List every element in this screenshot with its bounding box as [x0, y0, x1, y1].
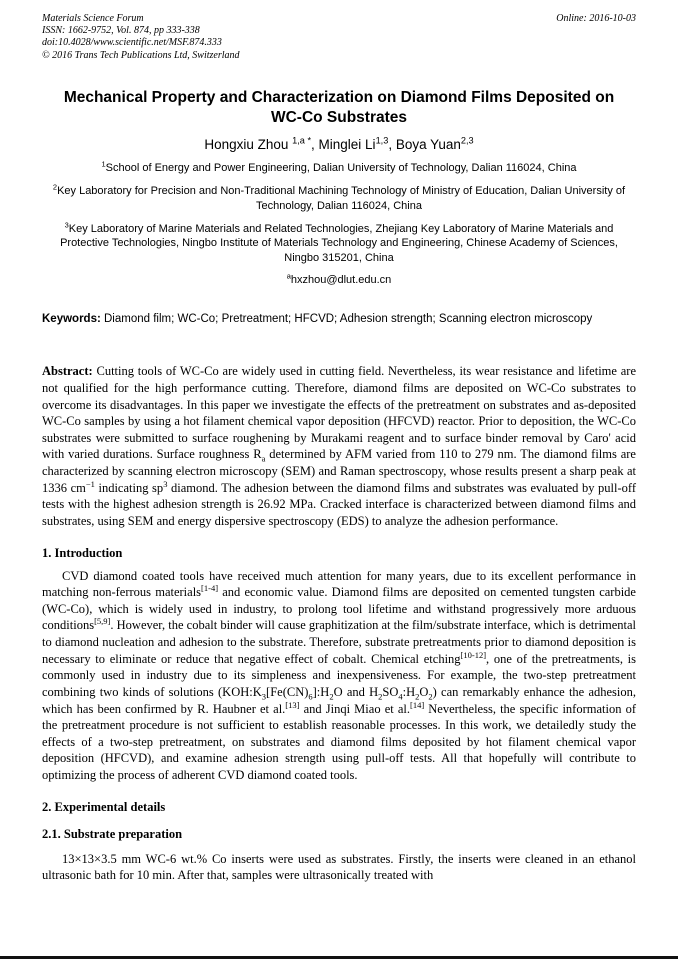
affiliation-1: $^1$School of Energy and Power Engineering, Dalian University of Technology, Dalian 116024, China — [101, 159, 577, 175]
journal-issn: ISSN: 1662-9752, Vol. 874, pp 333-338 — [42, 25, 200, 37]
section-heading-experimental: 2. Experimental details — [42, 799, 166, 814]
affiliation-3: $^3$Key Laboratory of Marine Materials and Related Technologies, Zhejiang Key Laboratory of Marine Materials and Protective Technologies, Ningbo Institute of Materials Technology and Engineering, Chinese Academy of Sciences, Ningbo 315201, China — [60, 220, 618, 264]
affiliation-2: $^2$Key Laboratory for Precision and Non-Traditional Machining Technology of Ministry of Education, Dalian University of Technology, Dalian 116024, China — [52, 182, 626, 212]
online-date: Online: 2016-10-03 — [556, 13, 636, 24]
abstract-paragraph: Abstract: Cutting tools of WC-Co are widely used in cutting field. Nevertheless, its wear resistance and lifetime are not qualified for the high performance cutting. Therefore, diamond films are deposited on WC-Co substrates to overcome its disadvantages. In this paper we investigate the effects of the pretreatment on substrates and as-deposited WC-Co samples by using a hot filament chemical vapor deposition (HFCVD) reactor. Prior to deposition, the WC-Co substrates were submitted to surface roughening by Murakami reagent and to surface binder removal by Caro' acid with varied durations. Surface roughness $R_a$ determined by AFM varied from 110 to 279 nm. The diamond films are characterized by scanning electron microscopy (SEM) and Raman spectroscopy, whose results present a sharp peak at 1336 $cm^{-1}$ indicating $sp^3$ diamond. The adhesion between the diamond films and substrates was evaluated by pull-off tests with the highest adhesion strength is 26.92 MPa. Cracked interface is characterized between diamond films and substrates, using SEM and energy dispersive spectroscopy (EDS) to analyze the adhesion performance. — [42, 364, 637, 528]
journal-name: Materials Science Forum — [42, 13, 144, 24]
authors-line: Hongxiu Zhou $^{1,a *}$, Minglei Li$^{1,3}$, Boya Yuan$^{2,3}$ — [204, 135, 474, 153]
subsection-heading-substrate-preparation: 2.1. Substrate preparation — [42, 826, 183, 841]
journal-copyright: © 2016 Trans Tech Publications Ltd, Switzerland — [42, 49, 240, 61]
section-heading-introduction: 1. Introduction — [42, 545, 123, 560]
author-email: $^a$hxzhou@dlut.edu.cn — [286, 271, 392, 286]
substrate-preparation-paragraph: 13×13×3.5 mm WC-6 wt.% Co inserts were used as substrates. Firstly, the inserts were cleaned in an ethanol ultrasonic bath for 10 min. After that, samples were ultrasonically treated with — [42, 851, 636, 883]
journal-info — [42, 13, 240, 62]
journal-header — [42, 13, 636, 62]
journal-doi: doi:10.4028/www.scientific.net/MSF.874.333 — [42, 37, 222, 49]
paper-title: Mechanical Property and Characterization on Diamond Films Deposited on WC-Co Substrates — [63, 88, 615, 126]
keywords-line: Keywords: Diamond film; WC-Co; Pretreatment; HFCVD; Adhesion strength; Scanning electron microscopy — [42, 312, 593, 325]
introduction-paragraph: CVD diamond coated tools have received much attention for many years, due to its excellent performance in matching non-ferrous materials[1-4] and economic value. Diamond films are deposited on cemented tungsten carbide (WC-Co), which is widely used in industry, to prolong tool lifetime and withstand progressively more arduous conditions[5,9]. However, the cobalt binder will cause graphitization at the film/substrate interface, which is detrimental to diamond nucleation and adhesion to the substrate. Therefore, substrate pretreatments prior to diamond deposition is necessary to eliminate or reduce that negative effect of cobalt. Chemical etching[10-12], one of the pretreatments, is commonly used in industry due to its simpleness and inexpensiveness. For example, the two-step pretreatment combining two kinds of solutions ($KOH:K_3[Fe(CN)_6]:H_2O$ and $H_2SO_4:H_2O_2$) can remarkably enhance the adhesion, which has been confirmed by R. Haubner et al.[13] and Jinqi Miao et al.[14] Nevertheless, the specific information of the pretreatment procedure is not sufficient to establish reasonable processes. In this work, we detailedly study the effects of a two-step pretreatment, on substrates and diamond films deposited by hot filament chemical vapor deposition (HFCVD), and examine adhesion strength using pull-off tests. All that hopefully will contribute to optimizing the process of adherent CVD diamond coated tools. — [42, 568, 637, 783]
